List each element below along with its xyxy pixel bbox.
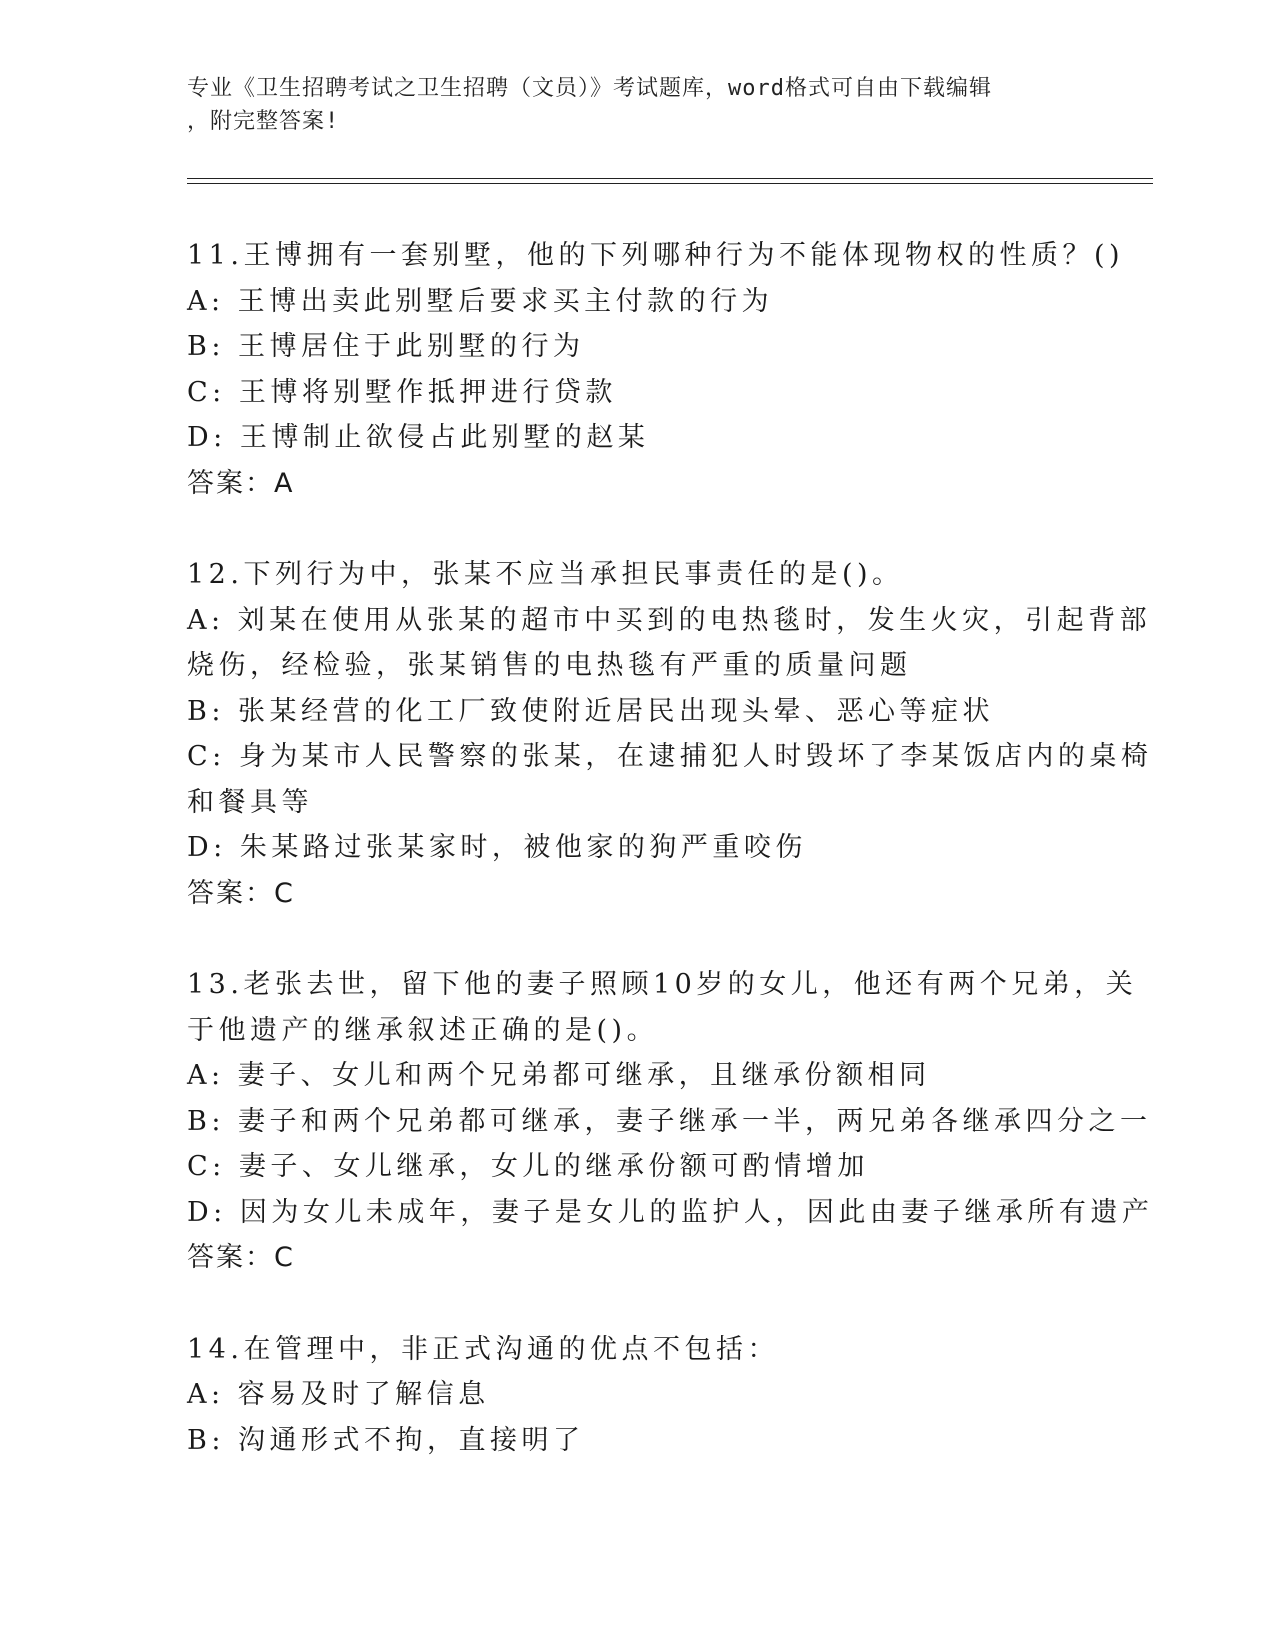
question-11-option-c: C: 王博将别墅作抵押进行贷款 — [187, 376, 617, 408]
question-11-stem: 11.王博拥有一套别墅，他的下列哪种行为不能体现物权的性质？() — [187, 240, 1125, 271]
question-13-option-c: C: 妻子、女儿继承，女儿的继承份额可酌情增加 — [187, 1151, 869, 1182]
question-13-option-d: D: 因为女儿未成年，妻子是女儿的监护人，因此由妻子继承所有遗产 — [187, 1196, 1154, 1228]
question-13-stem: 13.老张去世，留下他的妻子照顾10岁的女儿，他还有两个兄弟，关 — [187, 969, 1138, 1000]
question-13-stem-cont: 于他遗产的继承叙述正确的是()。 — [187, 1014, 659, 1046]
question-12-stem: 12.下列行为中，张某不应当承担民事责任的是()。 — [187, 559, 904, 590]
question-14-stem: 14.在管理中，非正式沟通的优点不包括： — [187, 1333, 779, 1365]
question-14-option-b: B: 沟通形式不拘，直接明了 — [187, 1424, 585, 1456]
question-11-option-d: D: 王博制止欲侵占此别墅的赵某 — [187, 422, 650, 453]
question-13-option-b: B: 妻子和两个兄弟都可继承，妻子继承一半，两兄弟各继承四分之一 — [187, 1105, 1152, 1137]
question-14 — [187, 1327, 1087, 1464]
question-12-answer: 答案：C — [187, 877, 295, 909]
question-11-option-b: B: 王博居住于此别墅的行为 — [187, 331, 585, 362]
header-rule-bottom — [187, 183, 1153, 184]
question-13-answer: 答案：C — [187, 1242, 295, 1273]
question-11 — [187, 233, 1125, 506]
question-12 — [187, 552, 1153, 916]
question-13-option-a: A: 妻子、女儿和两个兄弟都可继承，且继承份额相同 — [187, 1060, 931, 1091]
header-line-2: ，附完整答案! — [187, 109, 340, 134]
question-12-option-a: A: 刘某在使用从张某的超市中买到的电热毯时，发生火灾，引起背部 — [187, 604, 1152, 636]
question-13 — [187, 962, 1154, 1281]
question-12-option-a-cont: 烧伤，经检验，张某销售的电热毯有严重的质量问题 — [187, 650, 912, 681]
question-12-option-c: C: 身为某市人民警察的张某，在逮捕犯人时毁坏了李某饭店内的桌椅 — [187, 741, 1153, 772]
question-14-option-a: A: 容易及时了解信息 — [187, 1379, 490, 1410]
question-12-option-b: B: 张某经营的化工厂致使附近居民出现头晕、恶心等症状 — [187, 695, 995, 727]
question-11-answer: 答案：A — [187, 467, 295, 499]
header-line-1: 专业《卫生招聘考试之卫生招聘（文员）》考试题库，word格式可自由下载编辑 — [187, 76, 992, 101]
header-rule-top — [187, 178, 1153, 179]
question-12-option-c-cont: 和餐具等 — [187, 786, 313, 818]
question-list — [187, 233, 1154, 1509]
document-header — [187, 72, 1087, 138]
question-11-option-a: A: 王博出卖此别墅后要求买主付款的行为 — [187, 285, 774, 317]
question-12-option-d: D: 朱某路过张某家时，被他家的狗严重咬伤 — [187, 832, 807, 863]
